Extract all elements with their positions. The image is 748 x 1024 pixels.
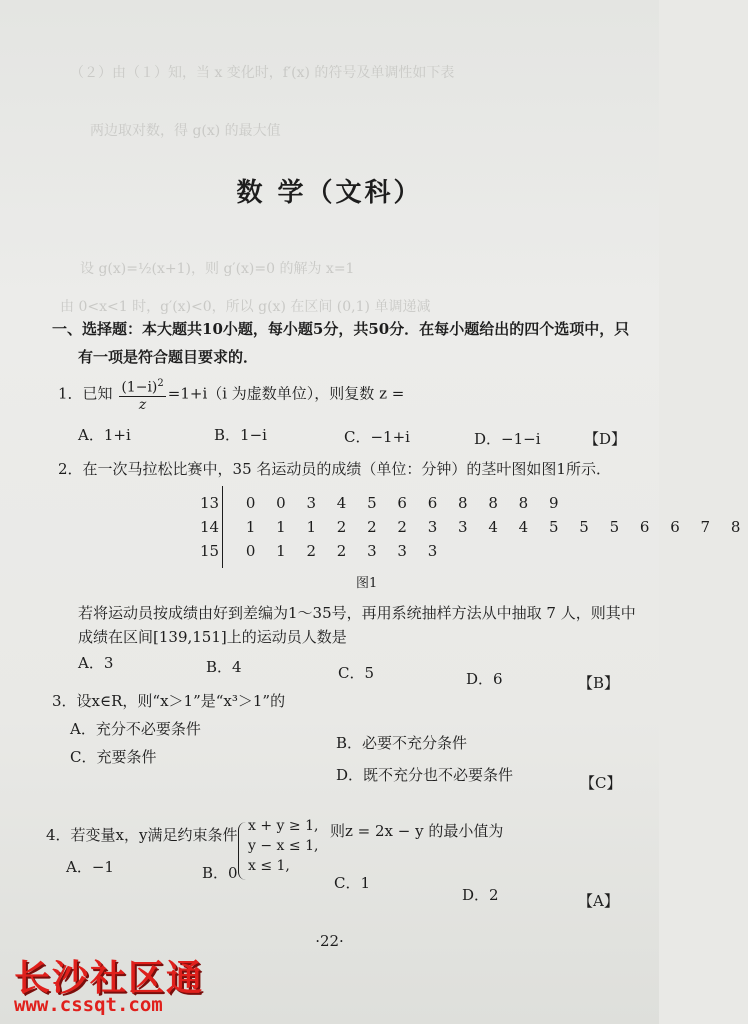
question-3-stem: 3．设x∈R，则“x＞1”是“x³＞1”的 (52, 692, 286, 710)
q1-answer: 【D】 (584, 430, 627, 448)
bleed-through-text: 设 g(x)=½(x+1)，则 g′(x)=0 的解为 x=1 (80, 261, 355, 277)
q1-option-b: B．1−i (214, 426, 267, 444)
question-4-stem: 4．若变量x，y满足约束条件 (46, 826, 238, 844)
q2-option-c: C．5 (338, 664, 375, 682)
exponent: 2 (157, 378, 164, 389)
question-2-text: 成绩在区间[139,151]上的运动员人数是 (78, 628, 347, 646)
page-title: 数 学（文科） (236, 178, 423, 208)
q3-option-d: D．既不充分也不必要条件 (336, 766, 514, 784)
stem-leaf-divider (222, 486, 223, 568)
figure-caption: 图1 (356, 576, 378, 591)
constraint-1: x + y ≥ 1, (248, 818, 319, 834)
stem-value: 15 (200, 542, 220, 560)
fraction-numerator: (1−i) (121, 379, 158, 396)
constraint-brace (238, 822, 247, 880)
q4-option-a: A．−1 (66, 858, 114, 876)
q1-option-d: D．−1−i (474, 430, 541, 448)
q3-answer: 【C】 (580, 774, 622, 792)
q2-option-a: A．3 (78, 654, 114, 672)
leaf-values: 0 0 3 4 5 6 6 8 8 8 9 (245, 494, 567, 512)
question-2-text: 若将运动员按成绩由好到差编为1～35号，再用系统抽样方法从中抽取 7 人，则其中 (78, 604, 636, 622)
bleed-through-text: （２）由（１）知，当 x 变化时，f′(x) 的符号及单调性如下表 (70, 65, 455, 81)
fraction (119, 376, 165, 413)
q4-option-d: D．2 (462, 886, 499, 904)
bleed-through-text: 两边取对数，得 g(x) 的最大值 (90, 123, 281, 139)
question-text: 已知 (82, 384, 113, 403)
question-number: 1． (58, 384, 83, 403)
q3-option-c: C．充要条件 (70, 748, 157, 766)
constraint-3: x ≤ 1, (248, 858, 290, 874)
q2-answer: 【B】 (578, 674, 620, 692)
q4-option-c: C．1 (334, 874, 371, 892)
constraint-2: y − x ≤ 1, (248, 838, 319, 854)
section-heading-line2: 有一项是符合题目要求的． (78, 348, 259, 366)
bleed-through-text: 由 0<x<1 时，g′(x)<0，所以 g(x) 在区间 (0,1) 单调递减 (60, 299, 431, 315)
section-heading-line1: 一、选择题：本大题共10小题，每小题5分，共50分．在每小题给出的四个选项中，只 (52, 320, 630, 338)
fraction-denominator: z (138, 396, 147, 413)
page-number: ·22· (315, 932, 344, 950)
stem-value: 13 (200, 494, 220, 512)
q1-option-a: A．1+i (78, 426, 131, 444)
leaf-values: 0 1 2 2 3 3 3 (245, 542, 446, 560)
question-2-stem: 2．在一次马拉松比赛中，35 名运动员的成绩（单位：分钟）的茎叶图如图1所示． (58, 460, 611, 478)
stem-value: 14 (200, 518, 220, 536)
q1-option-c: C．−1+i (344, 428, 410, 446)
question-1-stem (58, 376, 404, 413)
question-4-text: 则z = 2x − y 的最小值为 (330, 822, 504, 840)
leaf-values: 1 1 1 2 2 2 3 3 4 4 5 5 5 6 6 7 8 (245, 518, 748, 536)
q2-option-b: B．4 (206, 658, 242, 676)
watermark-logo: 长沙社区通 (14, 958, 205, 999)
q4-option-b: B．0 (202, 864, 238, 882)
question-text: =1+i（i 为虚数单位），则复数 z = (167, 384, 405, 403)
watermark-url: www.cssqt.com (14, 994, 163, 1016)
q4-answer: 【A】 (578, 892, 619, 910)
q3-option-a: A．充分不必要条件 (70, 720, 201, 738)
q3-option-b: B．必要不充分条件 (336, 734, 468, 752)
stem-leaf-row (200, 494, 567, 512)
stem-leaf-row (200, 542, 445, 560)
q2-option-d: D．6 (466, 670, 503, 688)
stem-leaf-row (200, 518, 748, 536)
